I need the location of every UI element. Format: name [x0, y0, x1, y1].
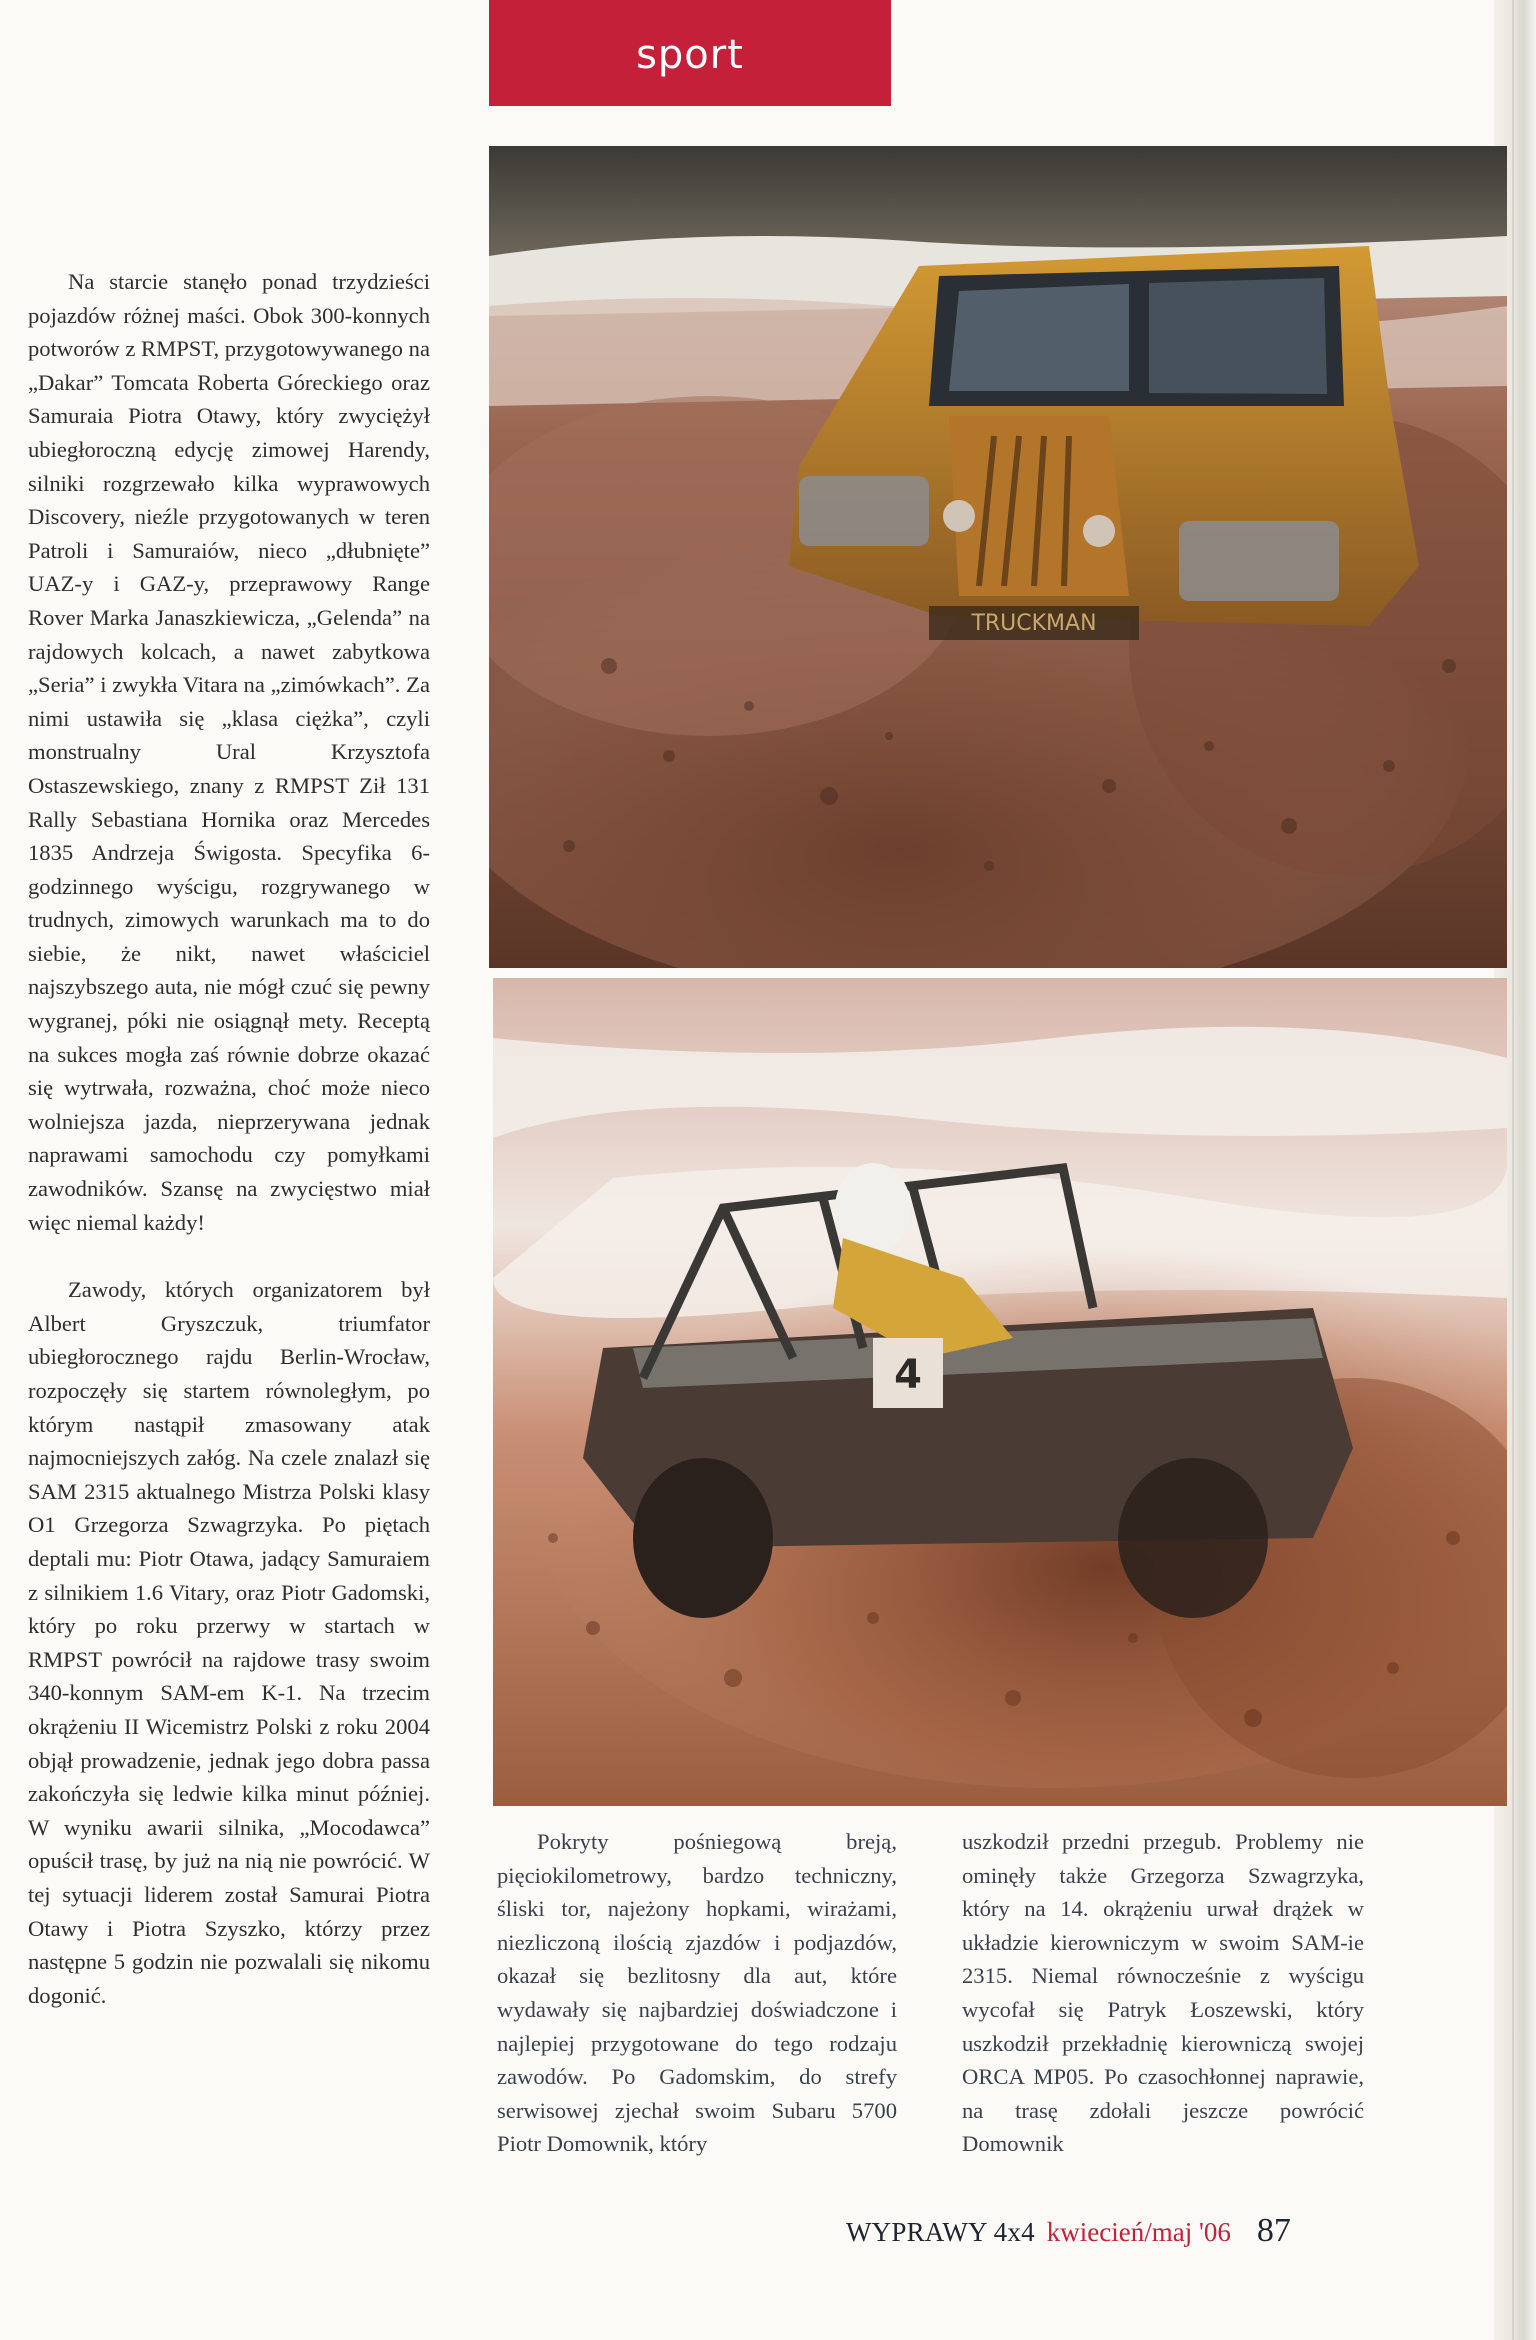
article-right-column [962, 1825, 1364, 2161]
issue-date: kwiecień/maj '06 [1046, 2217, 1231, 2247]
photo-buggy-image [493, 978, 1507, 1806]
photo-buggy [493, 978, 1507, 1806]
article-middle-column [497, 1825, 897, 2161]
article-left-column [28, 265, 430, 2012]
section-tab [489, 0, 891, 106]
photo-yellow-truck [489, 146, 1507, 968]
page-number: 87 [1256, 2212, 1291, 2249]
section-label: sport [636, 32, 744, 78]
photo-yellow-truck-image [489, 146, 1507, 968]
article-paragraph-1: Na starcie stanęło ponad trzydzieści pojazdów różnej maści. Obok 300-konnych potworów z RMPST, przygotowywanego na „Dakar” Tomcata Roberta Góreckiego oraz Samuraia Piotra Otawy, który zwyciężył ubiegłoroczną edycję zimowej Harendy, silniki rozgrzewało kilka wyprawowych Discovery, nieźle przygotowanych w teren Patroli i Samuraiów, nieco „dłubnięte” UAZ-y i GAZ-y, przeprawowy Range Rover Marka Janaszkiewicza, „Gelenda” na rajdowych kolcach, a nawet zabytkowa „Seria” i zwykła Vitara na „zimówkach”. Za nimi ustawiła się „klasa ciężka”, czyli monstrualny Ural Krzysztofa Ostaszewskiego, znany z RMPST Ził 131 Rally Sebastiana Hornika oraz Mercedes 1835 Andrzeja Świgosta. Specyfika 6-godzinnego wyścigu, rozgrywanego w trudnych, zimowych warunkach ma to do siebie, że nikt, nawet właściciel najszybszego auta, nie mógł czuć się pewny wygranej, póki nie osiągnął mety. Receptą na sukces mogła zaś równie dobrze okazać się wytrwała, rozważna, choć może nieco wolniejsza jazda, nieprzerywana jednak naprawami samochodu czy pomyłkami zawodników. Szansę na zwycięstwo miał więc niemal każdy! [28, 269, 430, 1235]
truck-plate: TRUCKMAN [971, 611, 1097, 636]
magazine-title: WYPRAWY 4x4 [846, 2217, 1035, 2247]
page-footer [846, 2212, 1291, 2250]
article-paragraph-2: Zawody, których organizatorem był Albert Gryszczuk, triumfator ubiegłorocznego rajdu Berlin-Wrocław, rozpoczęły się startem równoległym, po którym nastąpił zmasowany atak najmocniejszych załóg. Na czele znalazł się SAM 2315 aktualnego Mistrza Polski klasy O1 Grzegorza Szwagrzyka. Po piętach deptali mu: Piotr Otawa, jadący Samuraiem z silnikiem 1.6 Vitary, oraz Piotr Gadomski, który po roku przerwy w startach w RMPST powrócił na rajdowe trasy swoim 340-konnym SAM-em K-1. Na trzecim okrążeniu II Wicemistrz Polski z roku 2004 objął prowadzenie, jednak jego dobra passa zakończyła się ledwie kilka minut później. W wyniku awarii silnika, „Mocodawca” opuścił trasę, by już na nią nie powrócić. W tej sytuacji liderem został Samurai Piotra Otawy i Piotra Szyszko, którzy przez następne 5 godzin nie pozwalali się nikomu dogonić. [28, 1277, 430, 2008]
buggy-number: 4 [894, 1352, 922, 1398]
article-paragraph-4: uszkodził przedni przegub. Problemy nie ominęły także Grzegorza Szwagrzyka, który na 14. okrążeniu urwał drążek w układzie kierowniczym w swoim SAM-ie 2315. Niemal równocześnie z wyścigu wycofał się Patryk Łoszewski, który uszkodził przekładnię kierowniczą swojej ORCA MP05. Po czasochłonnej naprawie, na trasę zdołali jeszcze powrócić Domownik [962, 1829, 1364, 2157]
article-paragraph-3: Pokryty pośniegową breją, pięciokilometrowy, bardzo techniczny, śliski tor, najeżony hopkami, wirażami, niezliczoną ilością zjazdów i podjazdów, okazał się bezlitosny dla aut, które wydawały się najbardziej doświadczone i najlepiej przygotowane do tego rodzaju zawodów. Po Gadomskim, do strefy serwisowej zjechał swoim Subaru 5700 Piotr Domownik, który [497, 1829, 897, 2157]
